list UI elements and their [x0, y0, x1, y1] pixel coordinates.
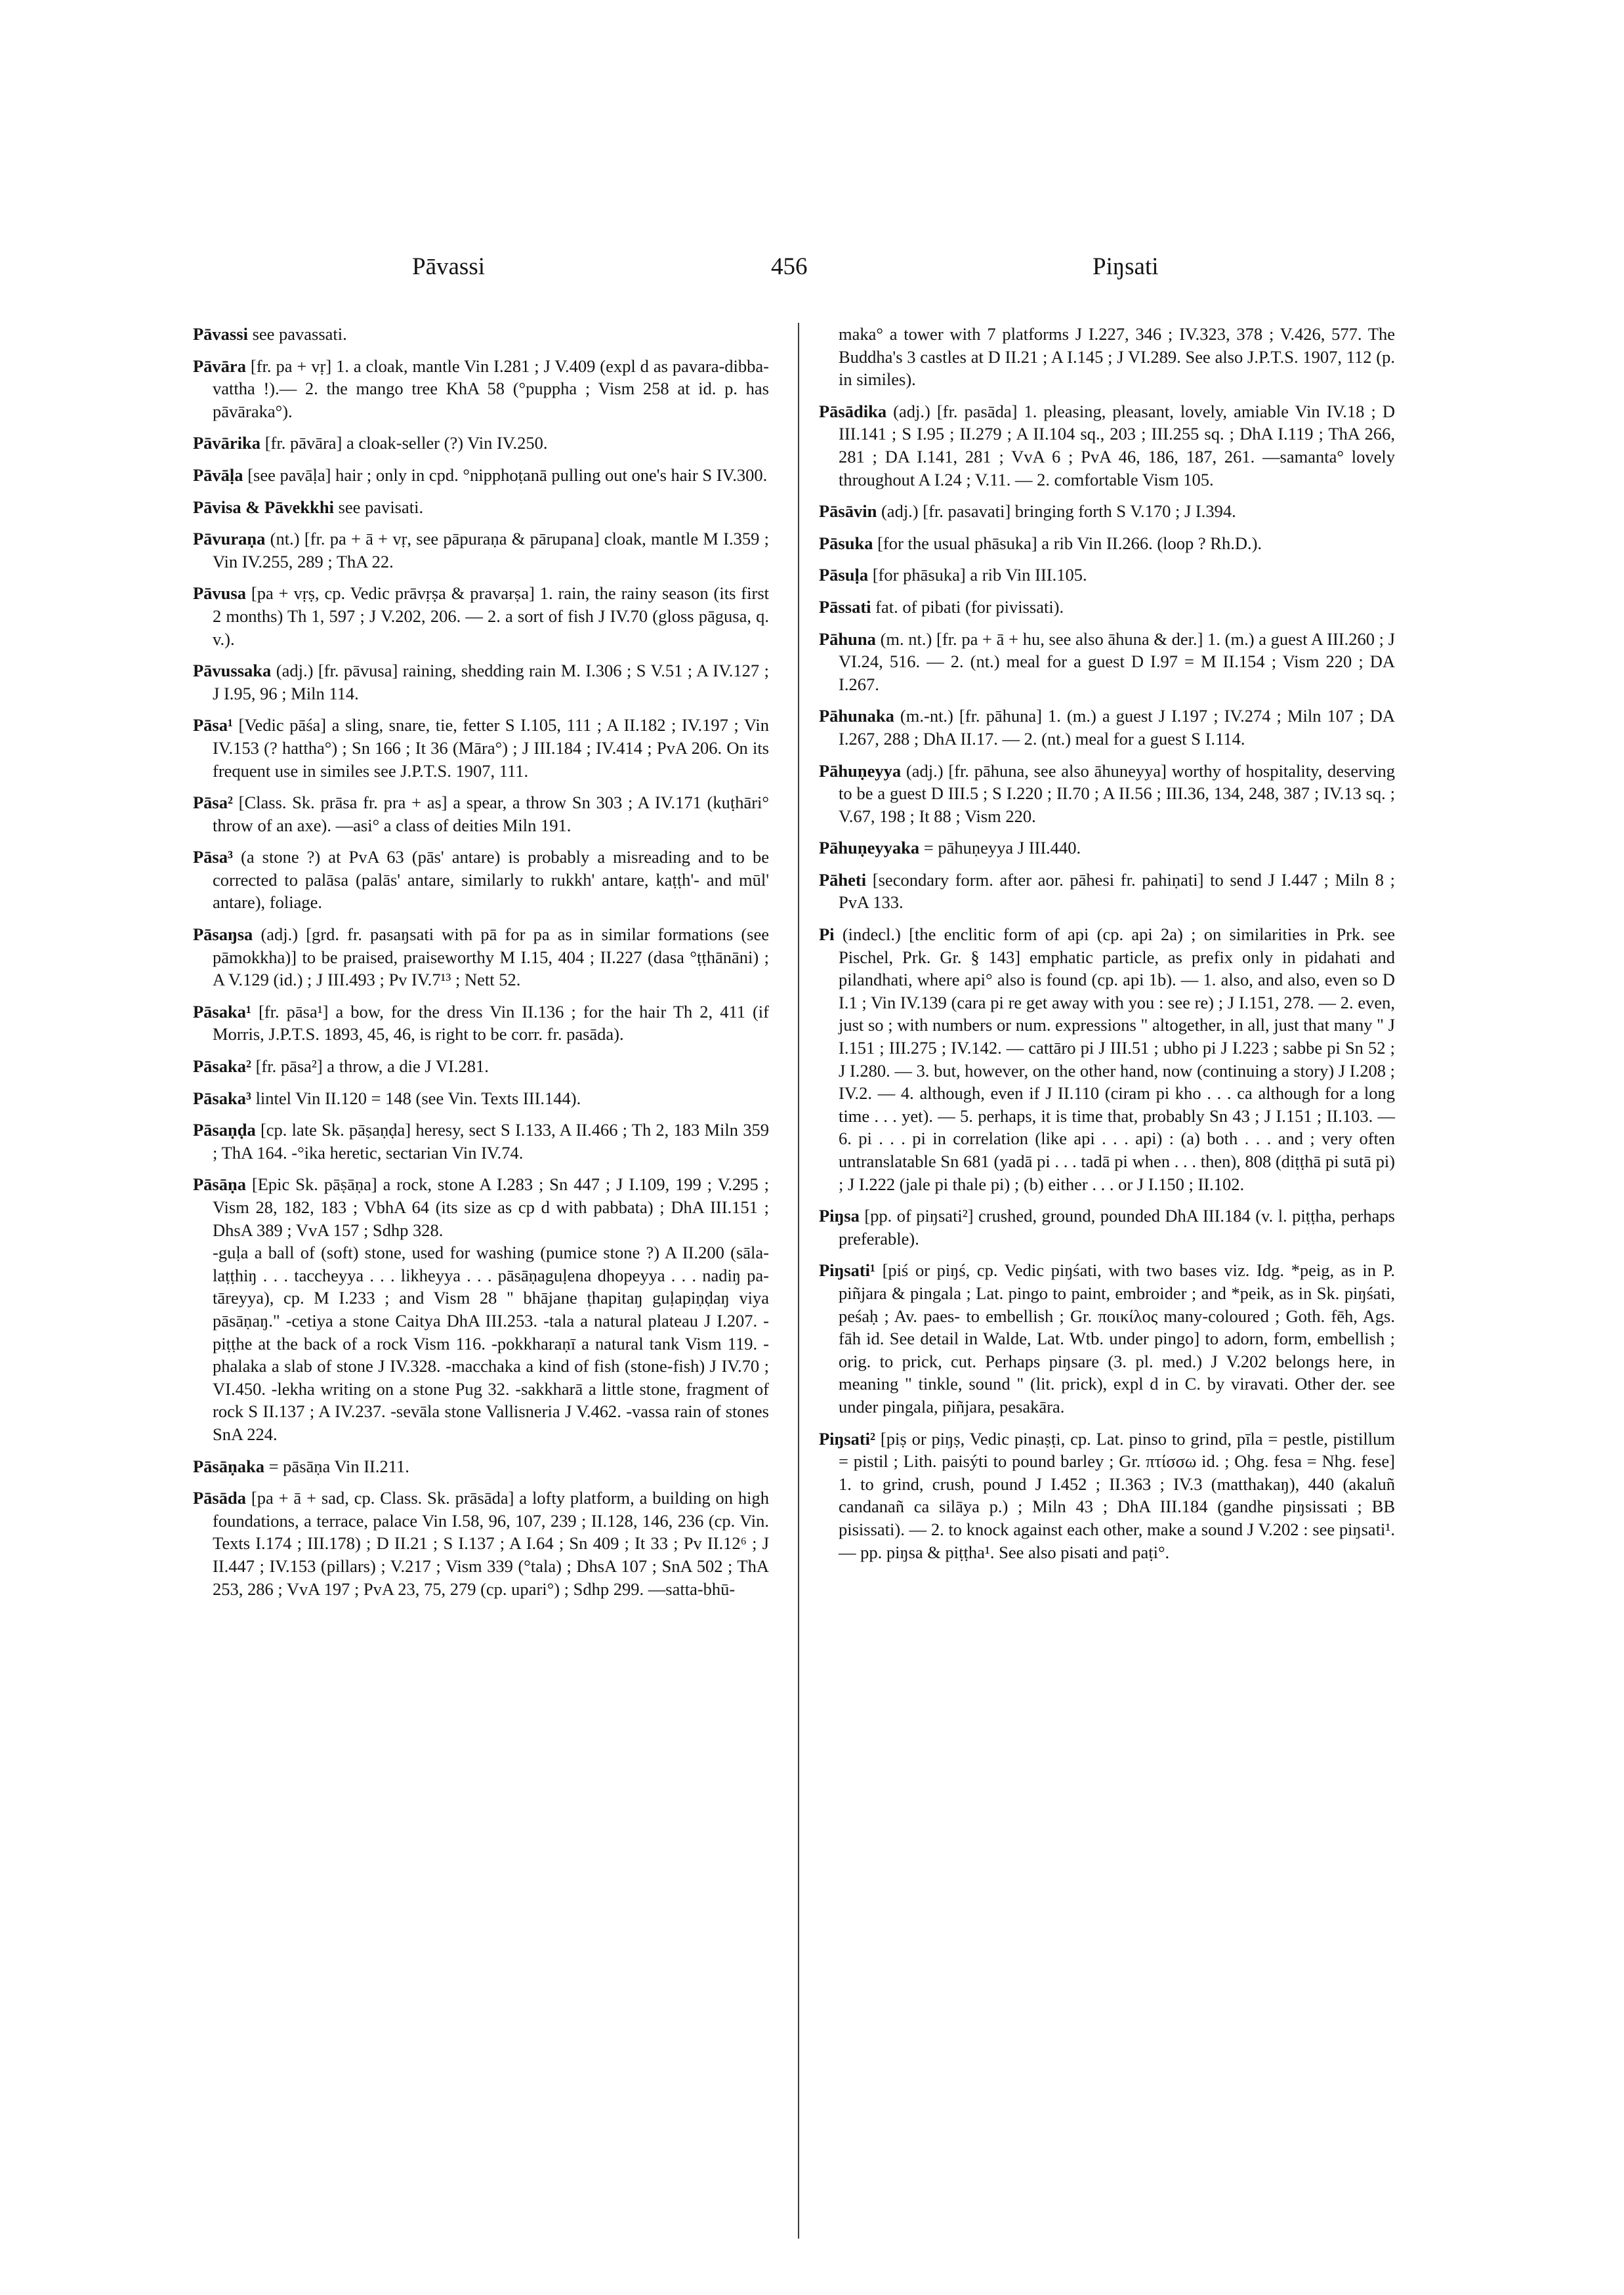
running-head-right: Piŋsati	[1093, 253, 1159, 280]
entry-headword: Pāsāṇaka	[193, 1456, 264, 1476]
entry-headword: Pāvisa & Pāvekkhi	[193, 497, 334, 517]
dictionary-entry	[819, 1205, 1395, 1250]
dictionary-entry	[819, 1259, 1395, 1418]
entry-headword: Pāssati	[819, 596, 871, 617]
entry-headword: Pāvāra	[193, 356, 246, 376]
entry-headword: Pāsāda	[193, 1488, 246, 1508]
dictionary-entry	[193, 527, 769, 573]
entry-body: [Class. Sk. prāsa fr. pra + as] a spear, a throw Sn 303 ; A IV.171 (kuṭhāri° throw of an axe). —asi° a class of deities Miln 191.	[213, 793, 769, 835]
dictionary-entry	[193, 1001, 769, 1046]
entry-headword: Pāvussaka	[193, 661, 272, 681]
entry-body: (m. nt.) [fr. pa + ā + hu, see also āhuna & der.] 1. (m.) a guest A III.260 ; J VI.24, 516. — 2. (nt.) meal for a guest D I.97 = M II.154 ; Vism 220 ; DA I.267.	[839, 629, 1395, 694]
entry-headword: Pāsaŋsa	[193, 924, 253, 945]
dictionary-entry	[193, 323, 769, 346]
entry-headword: Pāsuka	[819, 533, 873, 553]
entry-body: (adj.) [fr. pasāda] 1. pleasing, pleasant, lovely, amiable Vin IV.18 ; D III.141 ; S I.95 ; II.279 ; A II.104 sq., 203 ; III.255 sq. ; DhA I.119 ; ThA 266, 281 ; DA I.141, 281 ; VvA 6 ; PvA 46, 186, 187, 261. —samanta° lovely throughout A I.24 ; V.11. — 2. comfortable Vism 105.	[839, 401, 1395, 489]
dictionary-entry	[819, 760, 1395, 828]
dictionary-entry	[193, 1487, 769, 1600]
entry-headword: Pāvuraṇa	[193, 529, 266, 549]
dictionary-entry	[193, 1455, 769, 1478]
entry-body: [piṣ or piŋṣ, Vedic pinaṣṭi, cp. Lat. pinso to grind, pīla = pestle, pistillum = pistil ; Lith. paisýti to pound barley ; Gr. πτίσσω id. ; Ohg. fesa = Nhg. fese] 1. to grind, crush, pound J I.452 ; II.363 ; IV.3 (matthakaŋ), 440 (akaluñ candanañ ca silāya p.) ; Miln 43 ; DhA III.184 (gandhe piŋsissati ; BB pisissati). — 2. to knock against each other, make a sound J V.202 : see piŋsati¹. — pp. piŋsa & piṭṭha¹. See also pisati and paṭi°.	[839, 1428, 1395, 1562]
entry-headword: Pāsa³	[193, 847, 233, 867]
entry-body: [pa + vṛṣ, cp. Vedic prāvṛṣa & pravarṣa] 1. rain, the rainy season (its first 2 months) Th 1, 597 ; J V.202, 206. — 2. a sort of fish J IV.70 (gloss pāgusa, q. v.).	[213, 583, 769, 649]
dictionary-entry	[193, 582, 769, 650]
dictionary-entry	[193, 1173, 769, 1241]
dictionary-entry	[819, 400, 1395, 491]
entry-body: (adj.) [fr. pāhuna, see also āhuneyya] worthy of hospitality, deserving to be a guest D III.5 ; S I.220 ; II.70 ; A II.56 ; III.36, 134, 248, 387 ; IV.13 sq. ; V.67, 198 ; It 88 ; Vism 220.	[839, 760, 1395, 826]
left-column	[193, 323, 769, 1609]
dictionary-entry	[193, 1087, 769, 1110]
entry-headword: Pāsāvin	[819, 501, 877, 522]
dictionary-entry	[193, 714, 769, 782]
dictionary-entry	[819, 500, 1395, 523]
dictionary-entry	[193, 791, 769, 837]
running-head	[0, 253, 1624, 292]
entry-body: (adj.) [fr. pasavati] bringing forth S V.170 ; J I.394.	[877, 501, 1236, 522]
dictionary-entry	[193, 432, 769, 455]
entry-body: [Vedic pāśa] a sling, snare, tie, fetter S I.105, 111 ; A II.182 ; IV.197 ; Vin IV.153 (? hattha°) ; Sn 166 ; It 36 (Māra°) ; J III.184 ; IV.414 ; PvA 206. On its frequent use in similes see J.P.T.S. 1907, 111.	[213, 715, 769, 781]
entry-body: see pavisati.	[333, 497, 424, 517]
entry-body: -guḷa a ball of (soft) stone, used for washing (pumice stone ?) A II.200 (sāla-laṭṭhiŋ . . . taccheyya . . . likheyya . . . pāsāṇaguḷena dhopeyya . . . nadiŋ pa-tāreyya), cp. M I.233 ; and Vism 28 " bhājane ṭhapitaŋ guḷapiṇḍaŋ viya pāsāṇaŋ." -cetiya a stone Caitya DhA III.253. -tala a natural plateau J I.207. -piṭṭhe at the back of a rock Vism 116. -pokkharaṇī a natural tank Vism 119. -phalaka a slab of stone J IV.328. -macchaka a kind of fish (stone-fish) J IV.70 ; VI.450. -lekha writing on a stone Pug 32. -sakkharā a little stone, fragment of rock S II.137 ; A IV.237. -sevāla stone Vallisneria J V.462. -vassa rain of stones SnA 224.	[213, 1243, 769, 1444]
dictionary-entry	[193, 923, 769, 991]
right-column	[819, 323, 1395, 1573]
entry-headword: Pāhuṇeyyaka	[819, 838, 920, 858]
entry-headword: Pāhunaka	[819, 706, 894, 726]
entry-body: lintel Vin II.120 = 148 (see Vin. Texts III.144).	[251, 1088, 581, 1108]
entry-headword: Piŋsati¹	[819, 1260, 875, 1281]
entry-headword: Pāsa²	[193, 793, 233, 813]
dictionary-entry	[193, 496, 769, 519]
entry-body: = pāhuṇeyya J III.440.	[919, 838, 1081, 858]
dictionary-entry	[193, 355, 769, 423]
entry-headword: Pāsuḷa	[819, 565, 869, 585]
entry-headword: Pāvassi	[193, 324, 248, 344]
entry-headword: Piŋsa	[819, 1206, 860, 1226]
column-divider	[798, 323, 799, 2239]
entry-body: [pp. of piŋsati²] crushed, ground, pounded DhA III.184 (v. l. piṭṭha, perhaps preferable).	[839, 1206, 1395, 1249]
entry-body: (nt.) [fr. pa + ā + vṛ, see pāpuraṇa & pārupana] cloak, mantle M I.359 ; Vin IV.255, 289 ; ThA 22.	[213, 529, 769, 571]
page-number: 456	[771, 253, 808, 280]
entry-body: [see pavāḷa] hair ; only in cpd. °nipphoṭanā pulling out one's hair S IV.300.	[243, 465, 768, 485]
entry-headword: Pāvārika	[193, 433, 261, 453]
entry-body: [for the usual phāsuka] a rib Vin II.266. (loop ? Rh.D.).	[873, 533, 1262, 553]
entry-body: [cp. late Sk. pāṣaṇḍa] heresy, sect S I.133, A II.466 ; Th 2, 183 Miln 359 ; ThA 164. -°ika heretic, sectarian Vin IV.74.	[213, 1120, 769, 1163]
entry-body: (m.-nt.) [fr. pāhuna] 1. (m.) a guest J I.197 ; IV.274 ; Miln 107 ; DA I.267, 288 ; DhA II.17. — 2. (nt.) meal for a guest S I.114.	[839, 706, 1395, 749]
entry-body: [fr. pa + vṛ] 1. a cloak, mantle Vin I.281 ; J V.409 (expl d as pavara-dibba-vattha !).— 2. the mango tree KhA 58 (°puppha ; Vism 258 at id. p. has pāvāraka°).	[213, 356, 769, 421]
dictionary-entry	[193, 1055, 769, 1078]
dictionary-entry	[819, 837, 1395, 859]
entry-headword: Pāsādika	[819, 401, 887, 421]
entry-body: (indecl.) [the enclitic form of api (cp. api 2a) ; on similarities in Prk. see Pischel, Prk. Gr. § 143] emphatic particle, as prefix only in pidahati and pilandhati, where api° also is found (cp. api 1b). — 1. also, and also, even so D I.1 ; Vin IV.139 (cara pi re get away with you : see re) ; J I.151, 278. — 2. even, just so ; with numbers or num. expressions " altogether, in all, just that many " J I.151 ; III.275 ; IV.142. — cattāro pi J III.51 ; ubho pi J I.223 ; sabbe pi Sn 52 ; J I.280. — 3. but, however, on the other hand, now (continuing a story) J I.208 ; IV.2. — 4. although, even if J II.110 (ciram pi kho . . . ca although for a long time . . . yet). — 5. perhaps, it is time that, probably Sn 43 ; J I.151 ; II.103. — 6. pi . . . pi in correlation (like api . . . api) : (a) both . . . and ; very often untranslatable Sn 681 (yadā pi . . . tadā pi when . . . then), 808 (diṭṭhā pi sutā pi) ; J I.222 (jale pi thale pi) ; (b) either . . . or J I.150 ; II.102.	[834, 924, 1395, 1194]
entry-body: fat. of pibati (for pivissati).	[871, 596, 1064, 617]
entry-headword: Pāheti	[819, 869, 867, 890]
dictionary-entry	[819, 596, 1395, 619]
dictionary-entry	[819, 1428, 1395, 1564]
entry-headword: Pāsa¹	[193, 715, 233, 735]
entry-body: (adj.) [fr. pāvusa] raining, shedding rain M. I.306 ; S V.51 ; A IV.127 ; J I.95, 96 ; Miln 114.	[213, 661, 769, 703]
entry-headword: Pāvusa	[193, 583, 246, 604]
running-head-left: Pāvassi	[412, 253, 485, 280]
entry-body: [pa + ā + sad, cp. Class. Sk. prāsāda] a lofty platform, a building on high foundations, a terrace, palace Vin I.58, 96, 107, 239 ; II.128, 146, 236 (cp. Vin. Texts I.174 ; III.178) ; D II.21 ; S I.137 ; A I.64 ; Sn 409 ; It 33 ; Pv II.12⁶ ; J II.447 ; IV.153 (pillars) ; V.217 ; Vism 339 (°tala) ; DhsA 107 ; SnA 502 ; ThA 253, 286 ; VvA 197 ; PvA 23, 75, 279 (cp. upari°) ; Sdhp 299. —satta-bhū-	[213, 1488, 769, 1599]
entry-headword: Piŋsati²	[819, 1428, 875, 1449]
entry-body: [secondary form. after aor. pāhesi fr. pahiṇati] to send J I.447 ; Miln 8 ; PvA 133.	[839, 869, 1395, 913]
entry-headword: Pāsaṇḍa	[193, 1120, 256, 1140]
entry-headword: Pāsāṇa	[193, 1174, 246, 1195]
dictionary-entry	[819, 532, 1395, 555]
dictionary-entry	[819, 564, 1395, 587]
entry-headword: Pi	[819, 924, 835, 945]
dictionary-entry	[819, 628, 1395, 696]
entry-headword: Pāsaka²	[193, 1056, 251, 1077]
dictionary-entry	[819, 705, 1395, 750]
entry-headword: Pāhuna	[819, 629, 876, 649]
entry-body: [fr. pāsa²] a throw, a die J VI.281.	[251, 1056, 489, 1077]
entry-body: (adj.) [grd. fr. pasaŋsati with pā for pa as in similar formations (see pāmokkha)] to be praised, praiseworthy M I.15, 404 ; II.227 (dasa °ṭṭhānāni) ; A V.129 (id.) ; J III.493 ; Pv IV.7¹³ ; Nett 52.	[213, 924, 769, 990]
entry-body: [fr. pāsa¹] a bow, for the dress Vin II.136 ; for the hair Th 2, 411 (if Morris, J.P.T.S. 1893, 45, 46, is right to be corr. fr. pasāda).	[213, 1001, 769, 1044]
entry-body: see pavassati.	[247, 324, 347, 344]
entry-headword: Pāhuṇeyya	[819, 760, 902, 781]
entry-headword: Pāsaka¹	[193, 1001, 251, 1022]
entry-body: [piś or piŋś, cp. Vedic piŋśati, with two bases viz. Idg. *peig, as in P. piñjara & pingala ; Lat. pingo to paint, embroider ; and *peik, as in Sk. piŋśati, peśaḥ ; Av. paes- to embellish ; Gr. ποικίλος many-coloured ; Goth. fēh, Ags. fāh id. See detail in Walde, Lat. Wtb. under pingo] to adorn, form, embellish ; orig. to prick, cut. Perhaps piŋsare (3. pl. med.) J V.202 belongs here, in meaning " tinkle, sound " (lit. prick), expl d in C. by viravati. Other der. see under pingala, piñjara, pesakāra.	[839, 1260, 1395, 1416]
entry-body: [Epic Sk. pāṣāṇa] a rock, stone A I.283 ; Sn 447 ; J I.109, 199 ; V.295 ; Vism 28, 182, 183 ; VbhA 64 (its size as cp d with pabbata) ; DhA III.151 ; DhsA 389 ; VvA 157 ; Sdhp 328.	[213, 1174, 769, 1240]
dictionary-entry	[819, 869, 1395, 914]
entry-headword: Pāvāḷa	[193, 465, 243, 485]
compound-subentries	[193, 1241, 769, 1445]
dictionary-entry	[193, 464, 769, 487]
entry-body: [fr. pāvāra] a cloak-seller (?) Vin IV.250.	[260, 433, 548, 453]
entry-continuation	[819, 323, 1395, 391]
entry-headword: Pāsaka³	[193, 1088, 251, 1108]
entry-body: [for phāsuka] a rib Vin III.105.	[868, 565, 1087, 585]
entry-body: = pāsāṇa Vin II.211.	[264, 1456, 409, 1476]
dictionary-entry	[193, 846, 769, 914]
dictionary-entry	[193, 659, 769, 705]
entry-body: (a stone ?) at PvA 63 (pās' antare) is probably a misreading and to be corrected to palāsa (palās' antare, similarly to rukkh' antare, kaṭṭh'- and mūl' antare), foliage.	[213, 847, 769, 913]
entry-body: maka° a tower with 7 platforms J I.227, 346 ; IV.323, 378 ; V.426, 577. The Buddha's 3 castles at D II.21 ; A I.145 ; J VI.289. See also J.P.T.S. 1907, 112 (p. in similes).	[839, 324, 1395, 390]
dictionary-entry	[193, 1119, 769, 1164]
dictionary-entry	[819, 923, 1395, 1195]
